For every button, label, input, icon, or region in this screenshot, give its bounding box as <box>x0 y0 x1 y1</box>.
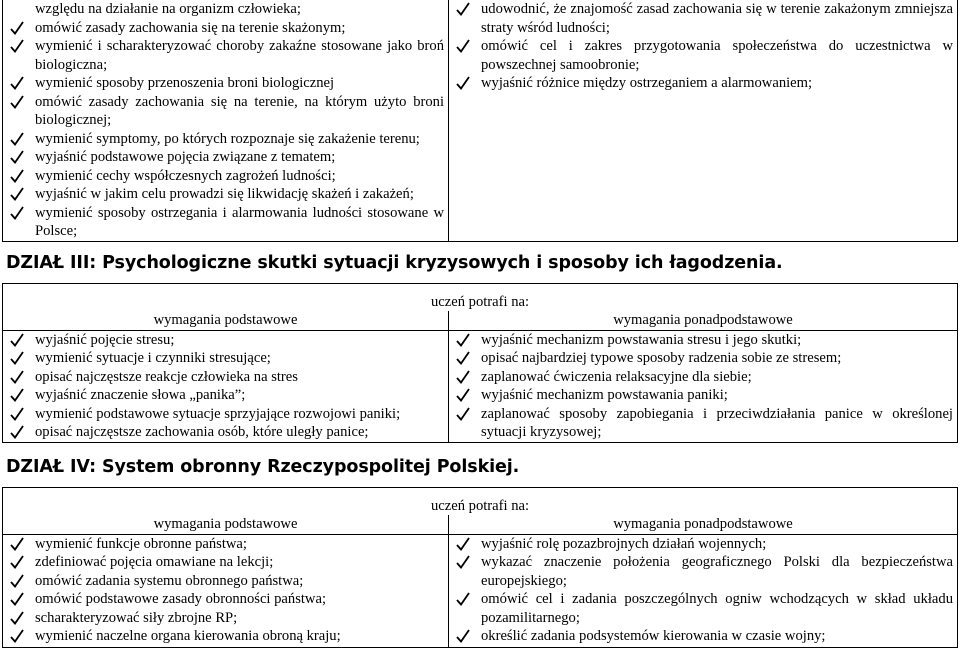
list-item-text: wyjaśnić rolę pozazbrojnych działań wojennych; <box>481 535 767 552</box>
check-icon <box>455 368 471 386</box>
list-item-text: wykazać znaczenie położenia geograficznego Polski dla bezpieczeństwa europejskiego; <box>481 554 953 589</box>
list-item-text: wyjaśnić mechanizm powstawania stresu i jego skutki; <box>481 331 802 348</box>
check-icon <box>455 74 471 92</box>
list-item <box>453 535 953 554</box>
list-item-text: względu na działanie na organizm człowieka; <box>35 1 301 17</box>
list-item-text: wymienić cechy współczesnych zagrożeń ludności; <box>35 167 336 184</box>
list-item <box>453 331 953 350</box>
check-icon <box>9 185 25 203</box>
list-item <box>453 553 953 590</box>
advanced-requirements-list <box>453 331 953 442</box>
check-icon <box>9 405 25 423</box>
list-item-text: wymienić i scharakteryzować choroby zakaźne stosowane jako broń biologiczna; <box>35 38 444 73</box>
basic-requirements-cell <box>3 534 449 647</box>
list-item <box>7 167 444 186</box>
list-item-text: omówić cel i zadania poszczególnych ogniw wchodzących w skład układu pozamilitarnego; <box>481 591 953 626</box>
list-item-text: wymienić sposoby ostrzegania i alarmowania ludności stosowane w Polsce; <box>35 204 444 239</box>
column-header-basic-label: wymagania podstawowe <box>153 516 298 532</box>
list-item <box>7 609 444 628</box>
column-header-basic-label: wymagania podstawowe <box>153 312 298 328</box>
list-item <box>7 130 444 149</box>
check-icon <box>9 423 25 441</box>
list-item-text: wyjaśnić mechanizm powstawania paniki; <box>481 387 728 403</box>
list-item-text: określić zadania podsystemów kierowania w czasie wojny; <box>481 628 826 644</box>
list-item <box>7 553 444 572</box>
check-icon <box>455 349 471 367</box>
check-icon <box>9 93 25 111</box>
column-header-advanced-label: wymagania ponadpodstawowe <box>613 516 793 532</box>
check-icon <box>455 331 471 349</box>
check-icon <box>9 590 25 608</box>
list-item-text: omówić podstawowe zasady obronności państwa; <box>35 591 326 607</box>
list-item-text: zaplanować ćwiczenia relaksacyjne dla siebie; <box>481 368 752 385</box>
advanced-requirements-cell <box>449 0 958 241</box>
list-item <box>7 349 444 368</box>
advanced-requirements-cell <box>449 330 958 442</box>
check-icon <box>9 368 25 386</box>
check-icon <box>9 204 25 222</box>
basic-requirements-cell <box>3 330 449 442</box>
list-item <box>7 405 444 424</box>
check-icon <box>9 148 25 166</box>
check-icon <box>455 535 471 553</box>
list-item-text: zaplanować sposoby zapobiegania i przeciwdziałania panice w określonej sytuacji kryzysowej; <box>481 405 953 440</box>
list-item <box>7 535 444 554</box>
check-icon <box>455 0 471 18</box>
advanced-requirements-list <box>453 0 953 93</box>
column-header-basic <box>3 515 449 534</box>
basic-requirements-cell <box>3 0 449 241</box>
list-item-text: omówić cel i zakres przygotowania społeczeństwa do uczestnictwa w powszechnej samoobronie; <box>481 38 953 73</box>
list-item <box>7 572 444 591</box>
list-item <box>7 93 444 130</box>
list-item-text: omówić zadania systemu obronnego państwa; <box>35 572 304 589</box>
list-item <box>453 627 953 646</box>
requirements-table-3 <box>2 283 958 443</box>
caption: uczeń potrafi na: <box>430 498 530 514</box>
list-item-text: wyjaśnić pojęcie stresu; <box>35 331 175 348</box>
list-item <box>453 386 953 405</box>
list-item-text: wymienić sytuacje i czynniki stresujące; <box>35 350 271 366</box>
list-item-text: opisać najczęstsze reakcje człowieka na stres <box>35 368 298 385</box>
list-item <box>7 148 444 167</box>
list-item-text: scharakteryzować siły zbrojne RP; <box>35 609 238 626</box>
check-icon <box>455 553 471 571</box>
list-item <box>7 368 444 387</box>
check-icon <box>455 386 471 404</box>
basic-requirements-list <box>7 535 444 646</box>
list-item-text: omówić zasady zachowania się na terenie skażonym; <box>35 19 346 36</box>
list-item <box>7 0 444 19</box>
list-item-text: wyjaśnić podstawowe pojęcia związane z tematem; <box>35 149 336 165</box>
list-item-text: wyjaśnić znaczenie słowa „panika”; <box>35 387 246 403</box>
column-header-basic <box>3 311 449 330</box>
check-icon <box>9 19 25 37</box>
list-item <box>453 349 953 368</box>
list-item <box>7 386 444 405</box>
check-icon <box>455 37 471 55</box>
list-item <box>7 331 444 350</box>
list-item-text: wyjaśnić różnice między ostrzeganiem a alarmowaniem; <box>481 75 813 91</box>
column-header-advanced <box>449 311 958 330</box>
list-item-text: opisać najczęstsze zachowania osób, które uległy panice; <box>35 424 369 440</box>
list-item-text: wymienić funkcje obronne państwa; <box>35 535 247 552</box>
caption-cell <box>3 284 958 312</box>
list-item <box>453 590 953 627</box>
check-icon <box>9 535 25 553</box>
check-icon <box>9 74 25 92</box>
check-icon <box>455 590 471 608</box>
list-item <box>7 185 444 204</box>
list-item-text: opisać najbardziej typowe sposoby radzenia sobie ze stresem; <box>481 350 842 366</box>
list-item <box>7 37 444 74</box>
requirements-table-4 <box>2 487 958 648</box>
list-item-text: wymienić podstawowe sytuacje sprzyjające rozwojowi paniki; <box>35 405 401 422</box>
check-icon <box>9 609 25 627</box>
list-item-text: wyjaśnić w jakim celu prowadzi się likwidację skażeń i zakażeń; <box>35 186 414 202</box>
check-icon <box>455 405 471 423</box>
list-item <box>453 368 953 387</box>
list-item-text: wymienić symptomy, po których rozpoznaje się zakażenie terenu; <box>35 130 420 147</box>
check-icon <box>9 349 25 367</box>
list-item <box>453 74 953 93</box>
caption-cell <box>3 488 958 516</box>
list-item-text: udowodnić, że znajomość zasad zachowania się w terenie zakażonym zmniejsza straty wśród ludności; <box>481 1 953 36</box>
basic-requirements-list <box>7 0 444 241</box>
list-item <box>7 74 444 93</box>
check-icon <box>9 627 25 645</box>
check-icon <box>9 130 25 148</box>
list-item <box>7 590 444 609</box>
list-item <box>7 423 444 442</box>
section-4-title: DZIAŁ IV: System obronny Rzeczypospolitej Polskiej. <box>6 457 520 477</box>
list-item <box>453 0 953 37</box>
check-icon <box>9 553 25 571</box>
section-3-title: DZIAŁ III: Psychologiczne skutki sytuacji kryzysowych i sposoby ich łagodzenia. <box>6 253 783 273</box>
basic-requirements-list <box>7 331 444 442</box>
check-icon <box>9 572 25 590</box>
list-item-text: omówić zasady zachowania się na terenie, na którym użyto broni biologicznej; <box>35 93 444 128</box>
list-item <box>7 204 444 241</box>
advanced-requirements-list <box>453 535 953 646</box>
check-icon <box>9 331 25 349</box>
column-header-advanced <box>449 515 958 534</box>
column-header-advanced-label: wymagania ponadpodstawowe <box>613 312 793 328</box>
advanced-requirements-cell <box>449 534 958 647</box>
list-item-text: wymienić sposoby przenoszenia broni biologicznej <box>35 75 335 91</box>
check-icon <box>9 37 25 55</box>
list-item <box>7 627 444 646</box>
caption: uczeń potrafi na: <box>430 294 530 310</box>
list-item <box>7 19 444 38</box>
check-icon <box>455 627 471 645</box>
check-icon <box>9 386 25 404</box>
list-item-text: wymienić naczelne organa kierowania obroną kraju; <box>35 628 341 644</box>
list-item-text: zdefiniować pojęcia omawiane na lekcji; <box>35 554 274 570</box>
requirements-table-2 <box>2 0 958 242</box>
list-item <box>453 37 953 74</box>
check-icon <box>9 167 25 185</box>
list-item <box>453 405 953 442</box>
